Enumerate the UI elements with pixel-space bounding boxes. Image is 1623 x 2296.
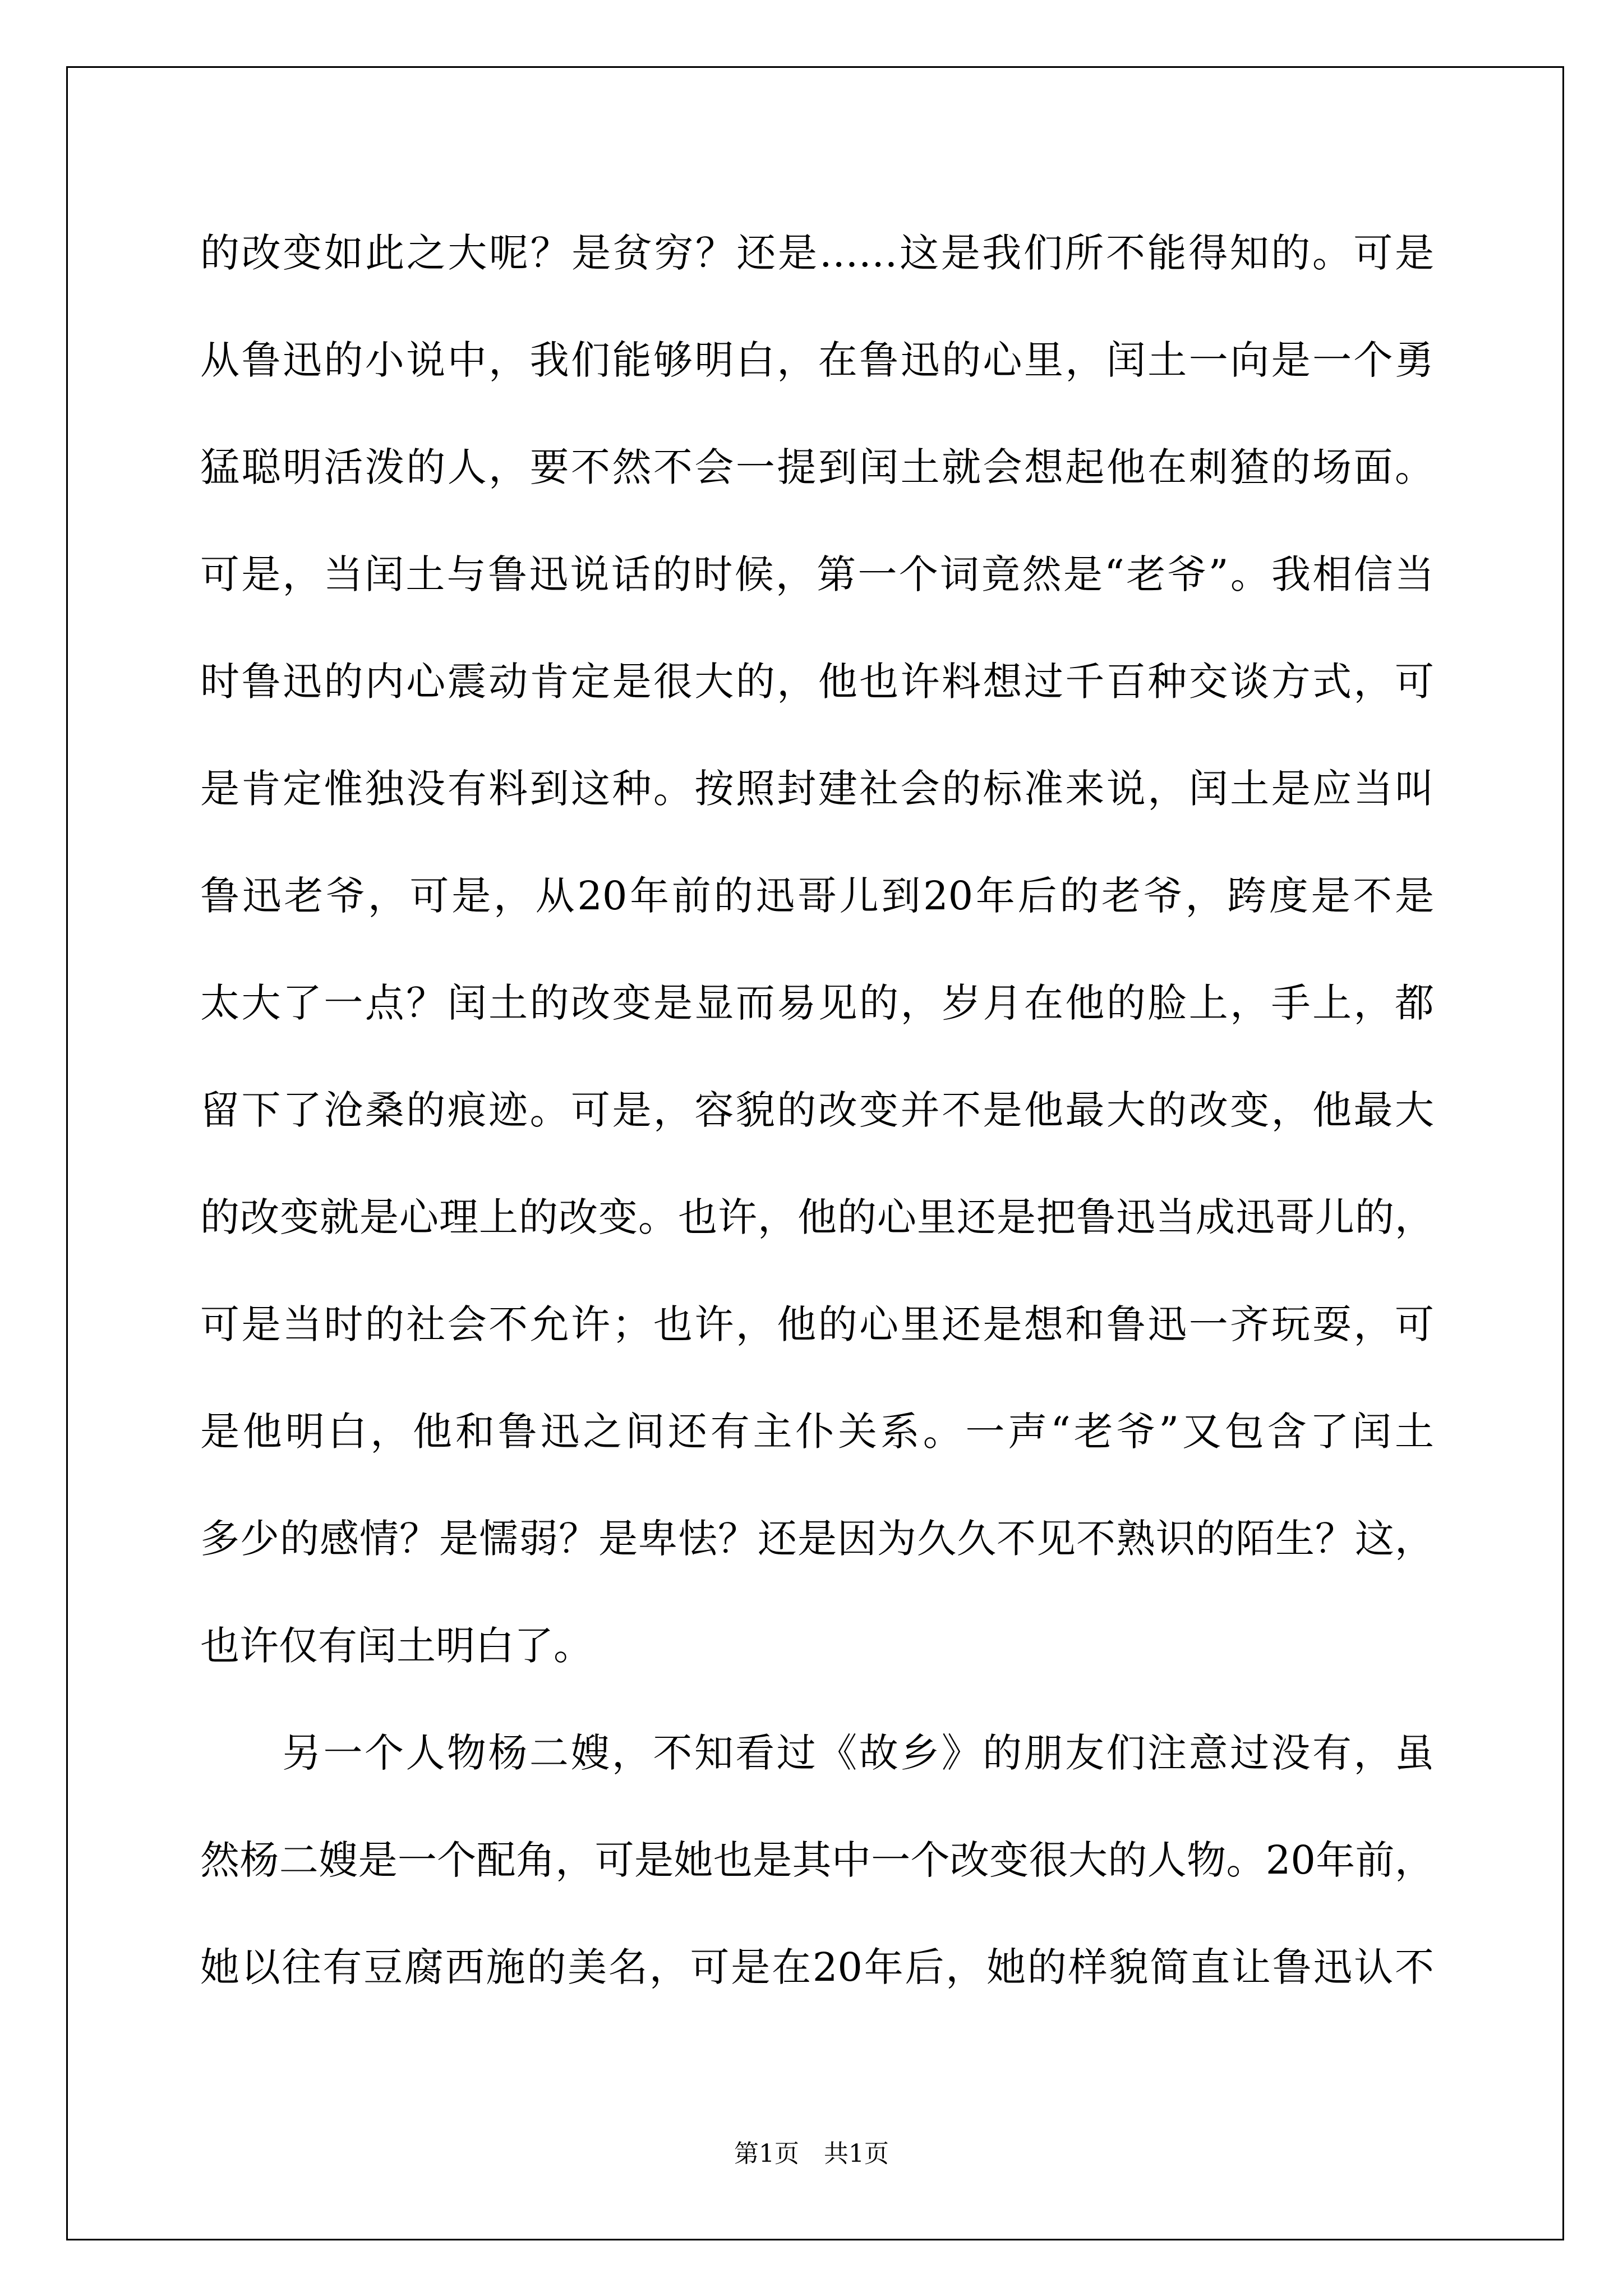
text-line: 然杨二嫂是一个配角，可是她也是其中一个改变很大的人物。20年前， xyxy=(200,1837,1434,1883)
text-line: 太大了一点？闰土的改变是显而易见的，岁月在他的脸上，手上，都 xyxy=(200,980,1434,1026)
text-line: 从鲁迅的小说中，我们能够明白，在鲁迅的心里，闰土一向是一个勇 xyxy=(200,337,1434,383)
text-line: 时鲁迅的内心震动肯定是很大的，他也许料想过千百种交谈方式，可 xyxy=(200,659,1434,705)
text-line: 猛聪明活泼的人，要不然不会一提到闰土就会想起他在刺猹的场面。 xyxy=(200,444,1434,490)
text-line: 是他明白，他和鲁迅之间还有主仆关系。一声“老爷”又包含了闰土 xyxy=(200,1409,1434,1455)
paragraph xyxy=(200,1700,1434,2021)
text-line: 可是当时的社会不允许；也许，他的心里还是想和鲁迅一齐玩耍，可 xyxy=(200,1301,1434,1347)
text-line: 可是，当闰土与鲁迅说话的时候，第一个词竟然是“老爷”。我相信当 xyxy=(200,551,1434,597)
text-line: 鲁迅老爷，可是，从20年前的迅哥儿到20年后的老爷，跨度是不是 xyxy=(200,873,1434,919)
document-body xyxy=(200,200,1434,2021)
text-line: 另一个人物杨二嫂，不知看过《故乡》的朋友们注意过没有，虽 xyxy=(282,1730,1434,1776)
text-line: 留下了沧桑的痕迹。可是，容貌的改变并不是他最大的改变，他最大 xyxy=(200,1087,1434,1133)
text-line: 的改变就是心理上的改变。也许，他的心里还是把鲁迅当成迅哥儿的， xyxy=(200,1194,1434,1240)
text-line: 多少的感情？是懦弱？是卑怯？还是因为久久不见不熟识的陌生？这， xyxy=(200,1516,1434,1562)
page-number: 第1页 共1页 xyxy=(734,2139,889,2168)
text-line: 也许仅有闰土明白了。 xyxy=(200,1623,593,1669)
text-line: 她以往有豆腐西施的美名，可是在20年后，她的样貌简直让鲁迅认不 xyxy=(200,1944,1434,1990)
text-line: 的改变如此之大呢？是贫穷？还是……这是我们所不能得知的。可是 xyxy=(200,230,1434,276)
paragraph xyxy=(200,200,1434,1700)
text-line: 是肯定惟独没有料到这种。按照封建社会的标准来说，闰土是应当叫 xyxy=(200,766,1434,812)
